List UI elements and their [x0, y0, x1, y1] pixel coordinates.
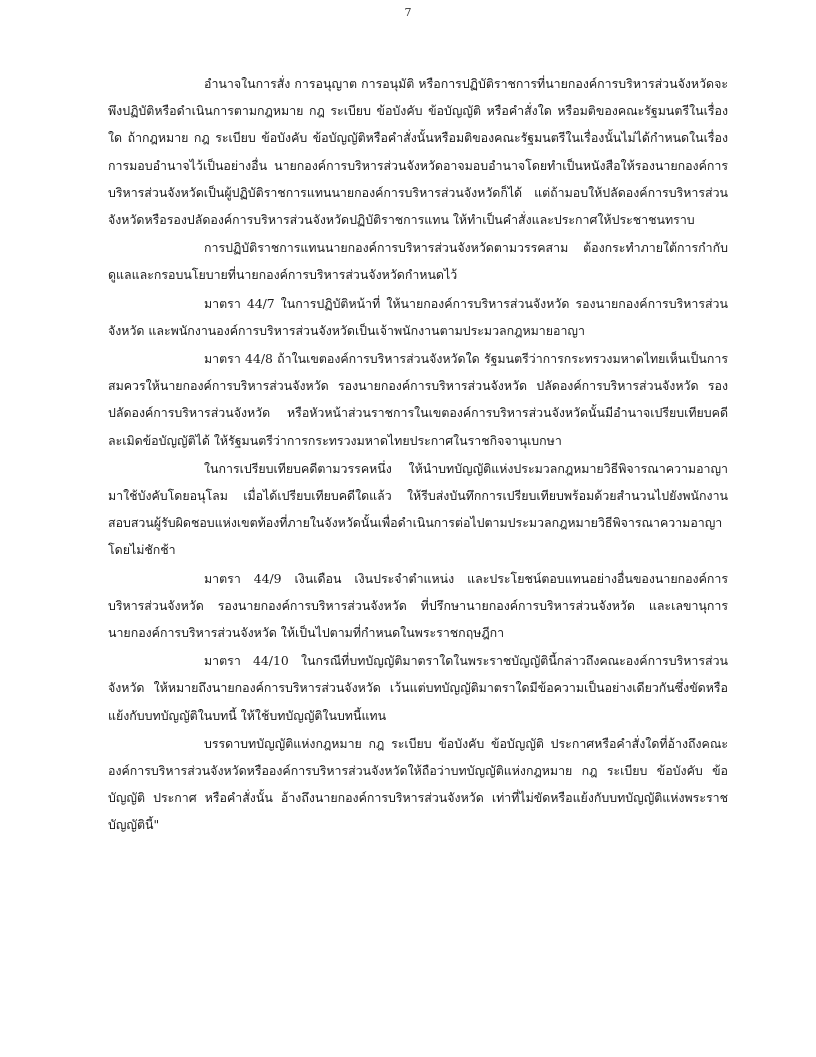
paragraph-section-44-8: มาตรา 44/8 ถ้าในเขตองค์การบริหารส่วนจังหวัดใด รัฐมนตรีว่าการกระทรวงมหาดไทยเห็นเป็นการสมควรให้นายกองค์การบริหารส่วนจังหวัด รองนายกองค์การบริหารส่วนจังหวัด ปลัดองค์การบริหารส่วนจังหวัด รองปลัดองค์การบริหารส่วนจังหวัด หรือหัวหน้าส่วนราชการในเขตองค์การบริหารส่วนจังหวัดนั้นมีอำนาจเปรียบเทียบคดีละเมิดข้อบัญญัติได้ ให้รัฐมนตรีว่าการกระทรวงมหาดไทยประกาศในราชกิจจานุเบกษา [108, 351, 728, 448]
page-number: 7 [404, 6, 412, 19]
document-body [108, 70, 728, 839]
paragraph-section-44-10: มาตรา 44/10 ในกรณีที่บทบัญญัติมาตราใดในพระราชบัญญัตินี้กล่าวถึงคณะองค์การบริหารส่วนจังหวัด ให้หมายถึงนายกองค์การบริหารส่วนจังหวัด เว้นแต่บทบัญญัติมาตราใดมีข้อความเป็นอย่างเดียวกันซึ่งขัดหรือแย้งกับบทบัญญัติในบทนี้ ให้ใช้บทบัญญัติในบทนี้แทน [108, 653, 728, 723]
paragraph-references-clause: บรรดาบทบัญญัติแห่งกฎหมาย กฎ ระเบียบ ข้อบังคับ ข้อบัญญัติ ประกาศหรือคำสั่งใดที่อ้างถึงคณะองค์การบริหารส่วนจังหวัดหรือองค์การบริหารส่วนจังหวัดให้ถือว่าบทบัญญัติแห่งกฎหมาย กฎ ระเบียบ ข้อบังคับ ข้อบัญญัติ ประกาศ หรือคำสั่งนั้น อ้างถึงนายกองค์การบริหารส่วนจังหวัด เท่าที่ไม่ขัดหรือแย้งกับบทบัญญัติแห่งพระราชบัญญัตินี้" [108, 735, 728, 833]
paragraph-delegation-of-authority: อำนาจในการสั่ง การอนุญาต การอนุมัติ หรือการปฏิบัติราชการที่นายกองค์การบริหารส่วนจังหวัดจะพึงปฏิบัติหรือดำเนินการตามกฎหมาย กฎ ระเบียบ ข้อบังคับ ข้อบัญญัติ หรือคำสั่งใด หรือมติของคณะรัฐมนตรีในเรื่องใด ถ้ากฎหมาย กฎ ระเบียบ ข้อบังคับ ข้อบัญญัติหรือคำสั่งนั้นหรือมติของคณะรัฐมนตรีในเรื่องนั้นไม่ได้กำหนดในเรื่องการมอบอำนาจไว้เป็นอย่างอื่น นายกองค์การบริหารส่วนจังหวัดอาจมอบอำนาจโดยทำเป็นหนังสือให้รองนายกองค์การบริหารส่วนจังหวัดเป็นผู้ปฏิบัติราชการแทนนายกองค์การบริหารส่วนจังหวัดก็ได้ แต่ถ้ามอบให้ปลัดองค์การบริหารส่วนจังหวัดหรือรองปลัดองค์การบริหารส่วนจังหวัดปฏิบัติราชการแทน ให้ทำเป็นคำสั่งและประกาศให้ประชาชนทราบ [108, 76, 728, 228]
paragraph-acting-under-supervision: การปฏิบัติราชการแทนนายกองค์การบริหารส่วนจังหวัดตามวรรคสาม ต้องกระทำภายใต้การกำกับดูแลและกรอบนโยบายที่นายกองค์การบริหารส่วนจังหวัดกำหนดไว้ [108, 240, 728, 283]
paragraph-section-44-7: มาตรา 44/7 ในการปฏิบัติหน้าที่ ให้นายกองค์การบริหารส่วนจังหวัด รองนายกองค์การบริหารส่วนจังหวัด และพนักงานองค์การบริหารส่วนจังหวัดเป็นเจ้าพนักงานตามประมวลกฎหมายอาญา [108, 295, 728, 338]
paragraph-settlement-procedure: ในการเปรียบเทียบคดีตามวรรคหนึ่ง ให้นำบทบัญญัติแห่งประมวลกฎหมายวิธีพิจารณาความอาญามาใช้บังคับโดยอนุโลม เมื่อได้เปรียบเทียบคดีใดแล้ว ให้รีบส่งบันทึกการเปรียบเทียบพร้อมด้วยสำนวนไปยังพนักงานสอบสวนผู้รับผิดชอบแห่งเขตท้องที่ภายในจังหวัดนั้นเพื่อดำเนินการต่อไปตามประมวลกฎหมายวิธีพิจารณาความอาญาโดยไม่ชักช้า [108, 460, 728, 558]
paragraph-section-44-9: มาตรา 44/9 เงินเดือน เงินประจำตำแหน่ง และประโยชน์ตอบแทนอย่างอื่นของนายกองค์การบริหารส่วนจังหวัด รองนายกองค์การบริหารส่วนจังหวัด ที่ปรึกษานายกองค์การบริหารส่วนจังหวัด และเลขานุการนายกองค์การบริหารส่วนจังหวัด ให้เป็นไปตามที่กำหนดในพระราชกฤษฎีกา [108, 570, 728, 641]
